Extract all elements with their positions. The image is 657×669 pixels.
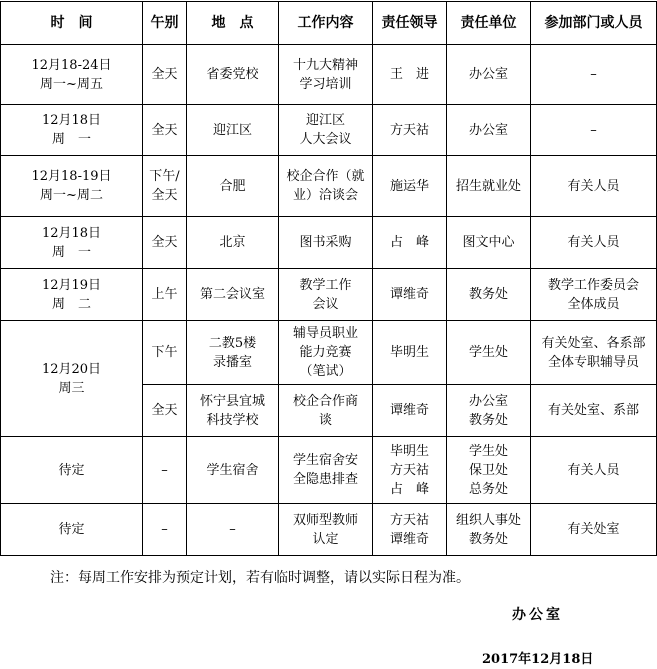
- cell-content: 迎江区 人大会议: [279, 105, 373, 156]
- cell-leader: 谭维奇: [373, 385, 447, 437]
- schedule-table: [0, 1, 657, 556]
- cell-participants: 有关处室、系部: [531, 385, 657, 437]
- cell-content: 十九大精神 学习培训: [279, 45, 373, 105]
- table-row: [1, 321, 657, 385]
- cell-place: 北京: [187, 217, 279, 269]
- cell-content: 学生宿舍安 全隐患排查: [279, 437, 373, 504]
- cell-content: 教学工作 会议: [279, 269, 373, 321]
- cell-period: 下午/ 全天: [143, 156, 187, 217]
- cell-place: 第二会议室: [187, 269, 279, 321]
- table-row: [1, 156, 657, 217]
- cell-unit: 办公室: [447, 105, 531, 156]
- cell-place: 二教5楼 录播室: [187, 321, 279, 385]
- table-header-row: [1, 2, 657, 45]
- header-period: 午别: [143, 2, 187, 45]
- cell-unit: 招生就业处: [447, 156, 531, 217]
- cell-time: 12月18-24日 周一~周五: [1, 45, 143, 105]
- table-row: [1, 437, 657, 504]
- cell-time: 12月19日 周 二: [1, 269, 143, 321]
- cell-period: 全天: [143, 217, 187, 269]
- issuing-office: 办公室: [512, 607, 563, 623]
- table-row: [1, 217, 657, 269]
- cell-content: 校企合作商 谈: [279, 385, 373, 437]
- cell-content: 校企合作（就 业）洽谈会: [279, 156, 373, 217]
- header-content: 工作内容: [279, 2, 373, 45]
- cell-period: –: [143, 504, 187, 556]
- cell-unit: 办公室: [447, 45, 531, 105]
- cell-period: 全天: [143, 105, 187, 156]
- cell-participants: –: [531, 45, 657, 105]
- cell-participants: 教学工作委员会 全体成员: [531, 269, 657, 321]
- cell-place: 学生宿舍: [187, 437, 279, 504]
- cell-participants: 有关处室: [531, 504, 657, 556]
- cell-participants: 有关人员: [531, 156, 657, 217]
- cell-period: 上午: [143, 269, 187, 321]
- cell-content: 辅导员职业 能力竞赛 （笔试）: [279, 321, 373, 385]
- cell-time: 12月18日 周 一: [1, 105, 143, 156]
- cell-place: 迎江区: [187, 105, 279, 156]
- cell-unit: 办公室 教务处: [447, 385, 531, 437]
- cell-participants: –: [531, 105, 657, 156]
- cell-period: 全天: [143, 45, 187, 105]
- cell-time: 待定: [1, 437, 143, 504]
- cell-time: 12月18日 周 一: [1, 217, 143, 269]
- cell-participants: 有关人员: [531, 217, 657, 269]
- cell-content: 图书采购: [279, 217, 373, 269]
- cell-unit: 教务处: [447, 269, 531, 321]
- cell-time: 12月20日 周三: [1, 321, 143, 437]
- table-row: [1, 105, 657, 156]
- header-leader: 责任领导: [373, 2, 447, 45]
- cell-time: 12月18-19日 周一~周二: [1, 156, 143, 217]
- issue-date: 2017年12月18日: [482, 652, 594, 667]
- cell-period: 下午: [143, 321, 187, 385]
- cell-leader: 施运华: [373, 156, 447, 217]
- cell-place: –: [187, 504, 279, 556]
- cell-place: 省委党校: [187, 45, 279, 105]
- cell-period: 全天: [143, 385, 187, 437]
- cell-leader: 毕明生 方天祜 占 峰: [373, 437, 447, 504]
- header-participants: 参加部门或人员: [531, 2, 657, 45]
- cell-period: –: [143, 437, 187, 504]
- cell-participants: 有关处室、各系部 全体专职辅导员: [531, 321, 657, 385]
- cell-leader: 谭维奇: [373, 269, 447, 321]
- cell-leader: 方天祜 谭维奇: [373, 504, 447, 556]
- cell-leader: 王 进: [373, 45, 447, 105]
- cell-unit: 学生处 保卫处 总务处: [447, 437, 531, 504]
- cell-place: 合肥: [187, 156, 279, 217]
- table-row: [1, 269, 657, 321]
- schedule-note: 注：每周工作安排为预定计划，若有临时调整，请以实际日程为准。: [50, 570, 470, 586]
- cell-leader: 毕明生: [373, 321, 447, 385]
- cell-leader: 占 峰: [373, 217, 447, 269]
- cell-unit: 组织人事处 教务处: [447, 504, 531, 556]
- table-row: [1, 45, 657, 105]
- table-row: [1, 504, 657, 556]
- cell-unit: 图文中心: [447, 217, 531, 269]
- header-time: 时 间: [1, 2, 143, 45]
- header-place: 地 点: [187, 2, 279, 45]
- cell-content: 双师型教师 认定: [279, 504, 373, 556]
- cell-leader: 方天祜: [373, 105, 447, 156]
- cell-participants: 有关人员: [531, 437, 657, 504]
- header-unit: 责任单位: [447, 2, 531, 45]
- cell-time: 待定: [1, 504, 143, 556]
- cell-unit: 学生处: [447, 321, 531, 385]
- cell-place: 怀宁县宜城 科技学校: [187, 385, 279, 437]
